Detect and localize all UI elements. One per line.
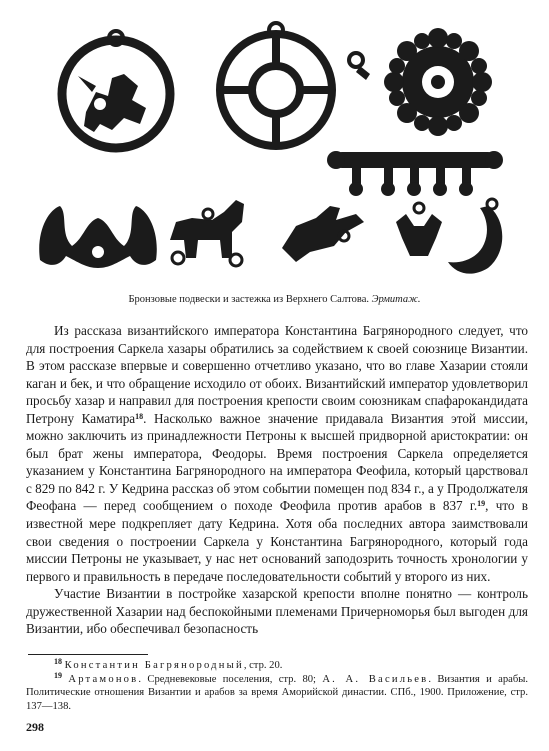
pendant-wheel xyxy=(220,23,332,146)
page-number: 298 xyxy=(26,720,44,734)
footnote-author: Константин Багрянородный xyxy=(64,660,244,671)
footnote-18 xyxy=(26,659,528,673)
paragraph-2: Участие Византии в постройке хазарской крепости вполне понятно — контроль дружественной Хазарии над беспокойными племенами Причерноморья был выгоден для Византии, ибо обеспечивал безопасность xyxy=(26,586,528,637)
footnote-ref-18: 18 xyxy=(135,411,144,421)
footnote-text: . Средневековые поселения, стр. 80; xyxy=(138,673,323,685)
pendant-ring-rider xyxy=(62,31,170,148)
paragraph-1-part-a: Из рассказа византийского императора Константина Багрянородного следует, что для построения Саркела хазары обратились за содействием к своей союзнице Византии. В этом рассказе впервые и совершенно отчетливо указано, что во главе Хазарии стояли каган и бек, и что обращение исходило от обоих. Византийский император удовлетворил просьбу хазар и направил для построения крепости своим союзникам спафарокандидата Петрону Каматира xyxy=(26,323,528,426)
paragraph-1-part-c: , что в известной мере подкрепляет дату Кедрина. Хотя оба последних автора заимствовали свои сведения о построении Саркела у Константина Багрянородного, который года миссии Петроны не указывает, у нас нет оснований заподозрить точность хронологии у первого и правильность в передаче последовательности событий у второго из них. xyxy=(26,498,528,584)
paragraph-1-part-b: . Насколько важное значение придавала Византия этой миссии, можно заключить из принадлежности Петроны к высшей придворной аристократии: он был брат жены императора, Феодоры. Время построения Саркела определяется указанием у Константина Багрянородного на императора Феофила, который царствовал с 829 по 842 г. У Кедрина рассказ об этом событии помещен под 834 г., а у Продолжателя Феофана — перед сообщением о походе Феофила против арабов в 837 г. xyxy=(26,410,528,514)
artifact-plate xyxy=(0,0,549,290)
caption-source: Эрмитаж. xyxy=(371,294,421,305)
footnote-text: , стр. 20. xyxy=(243,660,283,671)
footnote-author: Артамонов xyxy=(68,673,139,685)
pendant-rosette xyxy=(349,28,492,136)
pendant-horse xyxy=(170,200,244,266)
footnote-19 xyxy=(26,670,528,714)
caption-text: Бронзовые подвески и застежка из Верхнего Салтова. xyxy=(128,294,372,305)
footnote-number: 18 xyxy=(54,657,62,666)
footnote-text-2: . Византия и арабы. Политические отношения Византии и арабов за время Аморийской династии. СПб., 1900. Приложение, стр. 137—138. xyxy=(26,673,528,712)
footnote-author-2: А. А. Васильев xyxy=(322,673,429,685)
footnote-number: 19 xyxy=(54,670,62,680)
clasp-bar xyxy=(327,151,503,196)
pendant-crescent xyxy=(448,199,502,274)
pendant-bull-head xyxy=(396,203,442,256)
footnote-ref-19: 19 xyxy=(477,499,486,509)
paragraph-1 xyxy=(26,322,528,585)
pendant-double-horn xyxy=(39,206,157,268)
body-text xyxy=(26,322,528,638)
footnote-rule xyxy=(28,654,148,655)
figure-caption xyxy=(0,293,549,307)
footnotes xyxy=(26,659,528,713)
pendant-bird xyxy=(282,206,364,262)
